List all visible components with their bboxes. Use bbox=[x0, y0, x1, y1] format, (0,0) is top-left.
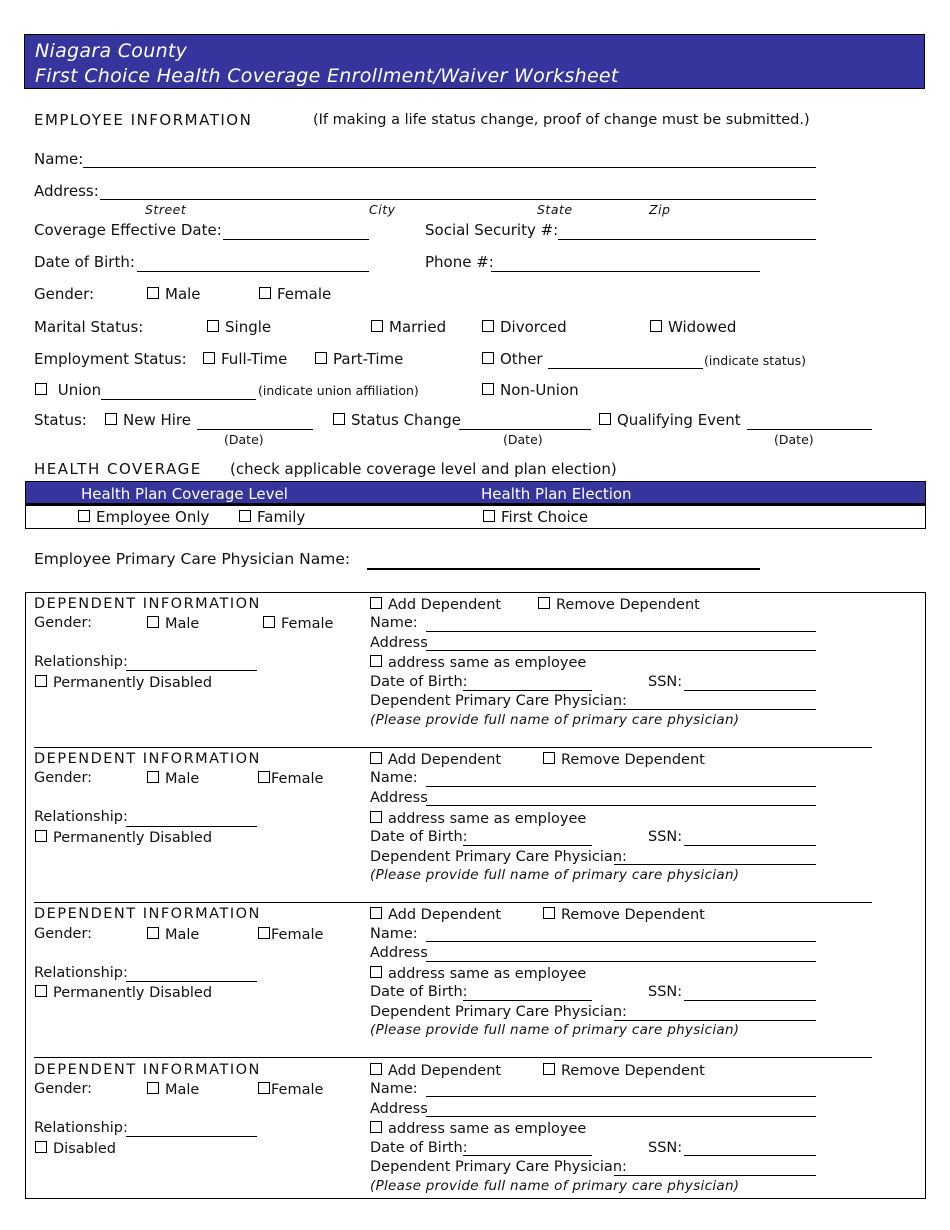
dependent-relationship-label: Relationship: bbox=[34, 654, 128, 670]
dependent-name-field[interactable] bbox=[426, 1096, 816, 1097]
dependent-separator bbox=[34, 902, 872, 903]
dependent-female-checkbox[interactable]: Female bbox=[258, 1082, 323, 1098]
dependent-name-field[interactable] bbox=[426, 786, 816, 787]
employment-fulltime-checkbox[interactable]: Full-Time bbox=[203, 352, 287, 367]
dependent-pcp-field[interactable] bbox=[614, 1020, 816, 1021]
pcp-label: Employee Primary Care Physician Name: bbox=[34, 550, 351, 568]
remove-dependent-checkbox[interactable]: Remove Dependent bbox=[543, 907, 705, 923]
dependent-separator bbox=[34, 747, 872, 748]
dependent-address-label: Address bbox=[370, 945, 428, 961]
marital-divorced-checkbox[interactable]: Divorced bbox=[482, 320, 567, 335]
dependent-disabled-checkbox[interactable]: Permanently Disabled bbox=[35, 675, 212, 691]
dependent-address-label: Address bbox=[370, 1101, 428, 1117]
employee-section-note: (If making a life status change, proof of change must be submitted.) bbox=[313, 112, 810, 128]
non-union-checkbox[interactable]: Non-Union bbox=[482, 383, 579, 398]
dependent-address-field[interactable] bbox=[426, 961, 816, 962]
dependent-ssn-field[interactable] bbox=[684, 1000, 816, 1001]
same-address-checkbox[interactable]: address same as employee bbox=[370, 1121, 586, 1137]
same-address-checkbox[interactable]: address same as employee bbox=[370, 655, 586, 671]
dependent-separator bbox=[34, 1057, 872, 1058]
phone-label: Phone #: bbox=[425, 253, 494, 271]
coverage-section-title: HEALTH COVERAGE bbox=[34, 460, 202, 478]
newhire-date-caption: (Date) bbox=[224, 432, 264, 447]
add-dependent-checkbox[interactable]: Add Dependent bbox=[370, 1063, 501, 1079]
dependent-dob-field[interactable] bbox=[463, 1000, 592, 1001]
dependent-female-checkbox[interactable]: Female bbox=[258, 927, 323, 943]
employee-only-checkbox[interactable]: Employee Only bbox=[78, 510, 209, 525]
status-change-checkbox[interactable]: Status Change bbox=[333, 413, 461, 428]
dependent-dob-field[interactable] bbox=[463, 1155, 592, 1156]
dependent-ssn-field[interactable] bbox=[684, 1155, 816, 1156]
dependent-gender-label: Gender: bbox=[34, 770, 93, 786]
gender-female-checkbox[interactable]: Female bbox=[259, 287, 331, 302]
address-city-caption: City bbox=[369, 202, 396, 217]
dependent-pcp-label: Dependent Primary Care Physician: bbox=[370, 1159, 627, 1175]
dependent-ssn-label: SSN: bbox=[648, 984, 683, 1000]
dependent-address-field[interactable] bbox=[426, 650, 816, 651]
employment-other-field[interactable] bbox=[548, 368, 703, 369]
dependent-ssn-label: SSN: bbox=[648, 829, 683, 845]
dependent-relationship-field[interactable] bbox=[126, 1136, 257, 1137]
address-street-caption: Street bbox=[145, 202, 187, 217]
gender-male-checkbox[interactable]: Male bbox=[147, 287, 201, 302]
dependent-pcp-note: (Please provide full name of primary care physician) bbox=[370, 1178, 740, 1194]
family-checkbox[interactable]: Family bbox=[239, 510, 305, 525]
marital-single-checkbox[interactable]: Single bbox=[207, 320, 271, 335]
dependent-title: DEPENDENT INFORMATION bbox=[34, 596, 261, 612]
coverage-section-note: (check applicable coverage level and plan election) bbox=[230, 460, 617, 478]
dependent-dob-label: Date of Birth: bbox=[370, 984, 468, 1000]
dependent-pcp-label: Dependent Primary Care Physician: bbox=[370, 1004, 627, 1020]
dependent-relationship-field[interactable] bbox=[126, 670, 257, 671]
dependent-dob-label: Date of Birth: bbox=[370, 1140, 468, 1156]
remove-dependent-checkbox[interactable]: Remove Dependent bbox=[538, 597, 700, 613]
dependent-name-label: Name: bbox=[370, 1081, 418, 1097]
same-address-checkbox[interactable]: address same as employee bbox=[370, 966, 586, 982]
dependent-relationship-label: Relationship: bbox=[34, 1120, 128, 1136]
dependent-address-field[interactable] bbox=[426, 1116, 816, 1117]
marital-married-checkbox[interactable]: Married bbox=[371, 320, 446, 335]
dependent-name-label: Name: bbox=[370, 770, 418, 786]
dependent-pcp-field[interactable] bbox=[614, 1175, 816, 1176]
ssn-field[interactable] bbox=[558, 239, 816, 240]
dependent-address-label: Address bbox=[370, 635, 428, 651]
address-zip-caption: Zip bbox=[649, 202, 671, 217]
dependent-title: DEPENDENT INFORMATION bbox=[34, 906, 261, 922]
dependent-dob-field[interactable] bbox=[463, 690, 592, 691]
dependent-ssn-field[interactable] bbox=[684, 690, 816, 691]
first-choice-checkbox[interactable]: First Choice bbox=[483, 510, 588, 525]
county-name: Niagara County bbox=[35, 40, 188, 62]
address-field[interactable] bbox=[100, 199, 816, 200]
coverage-date-label: Coverage Effective Date: bbox=[34, 221, 222, 239]
form-title: First Choice Health Coverage Enrollment/Waiver Worksheet bbox=[35, 65, 619, 87]
form-header bbox=[24, 34, 925, 89]
dependent-address-label: Address bbox=[370, 790, 428, 806]
dependent-relationship-label: Relationship: bbox=[34, 809, 128, 825]
dependent-ssn-field[interactable] bbox=[684, 845, 816, 846]
indicate-status-note: (indicate status) bbox=[704, 353, 807, 368]
employee-section-title: EMPLOYEE INFORMATION bbox=[34, 111, 253, 129]
coverage-date-field[interactable] bbox=[223, 239, 369, 240]
same-address-checkbox[interactable]: address same as employee bbox=[370, 811, 586, 827]
dependent-pcp-label: Dependent Primary Care Physician: bbox=[370, 693, 627, 709]
dependent-pcp-note: (Please provide full name of primary care physician) bbox=[370, 1022, 740, 1038]
marital-widowed-checkbox[interactable]: Widowed bbox=[650, 320, 736, 335]
dependent-male-checkbox[interactable]: Male bbox=[147, 616, 199, 632]
dependent-disabled-checkbox[interactable]: Permanently Disabled bbox=[35, 985, 212, 1001]
coverage-table-header bbox=[26, 482, 925, 506]
ssn-label: Social Security #: bbox=[425, 221, 559, 239]
dob-field[interactable] bbox=[137, 271, 369, 272]
dependent-disabled-checkbox[interactable]: Disabled bbox=[35, 1141, 116, 1157]
dependent-title: DEPENDENT INFORMATION bbox=[34, 1062, 261, 1078]
dependent-title: DEPENDENT INFORMATION bbox=[34, 751, 261, 767]
dependent-female-checkbox[interactable]: Female bbox=[263, 616, 333, 632]
name-field[interactable] bbox=[83, 167, 816, 168]
add-dependent-checkbox[interactable]: Add Dependent bbox=[370, 907, 501, 923]
status-change-date-field[interactable] bbox=[459, 429, 591, 430]
employment-other-checkbox[interactable]: Other bbox=[482, 352, 543, 367]
add-dependent-checkbox[interactable]: Add Dependent bbox=[370, 597, 501, 613]
newhire-date-field[interactable] bbox=[197, 429, 313, 430]
dependent-dob-field[interactable] bbox=[463, 845, 592, 846]
dependent-relationship-field[interactable] bbox=[126, 826, 257, 827]
dependent-pcp-field[interactable] bbox=[614, 864, 816, 865]
status-newhire-checkbox[interactable]: New Hire bbox=[105, 413, 191, 428]
dob-label: Date of Birth: bbox=[34, 253, 135, 271]
dependent-gender-label: Gender: bbox=[34, 1081, 93, 1097]
dependent-name-field[interactable] bbox=[426, 941, 816, 942]
remove-dependent-checkbox[interactable]: Remove Dependent bbox=[543, 1063, 705, 1079]
dependent-pcp-field[interactable] bbox=[614, 709, 816, 710]
employment-label: Employment Status: bbox=[34, 350, 187, 368]
dependent-address-field[interactable] bbox=[426, 805, 816, 806]
plan-election-header: Health Plan Election bbox=[481, 485, 632, 503]
dependent-female-checkbox[interactable]: Female bbox=[258, 771, 323, 787]
pcp-field[interactable] bbox=[367, 568, 760, 570]
dependent-name-field[interactable] bbox=[426, 631, 816, 632]
dependent-name-label: Name: bbox=[370, 926, 418, 942]
dependent-relationship-label: Relationship: bbox=[34, 965, 128, 981]
union-note: (indicate union affiliation) bbox=[258, 383, 419, 398]
dependent-ssn-label: SSN: bbox=[648, 1140, 683, 1156]
dependent-male-checkbox[interactable]: Male bbox=[147, 1082, 199, 1098]
union-field[interactable] bbox=[101, 399, 256, 400]
dependent-pcp-label: Dependent Primary Care Physician: bbox=[370, 849, 627, 865]
dependent-relationship-field[interactable] bbox=[126, 981, 257, 982]
dependent-dob-label: Date of Birth: bbox=[370, 674, 468, 690]
phone-field[interactable] bbox=[491, 271, 760, 272]
name-label: Name: bbox=[34, 150, 84, 168]
dependent-dob-label: Date of Birth: bbox=[370, 829, 468, 845]
qualifying-event-checkbox[interactable]: Qualifying Event bbox=[599, 413, 741, 428]
dependent-disabled-checkbox[interactable]: Permanently Disabled bbox=[35, 830, 212, 846]
remove-dependent-checkbox[interactable]: Remove Dependent bbox=[543, 752, 705, 768]
dependent-gender-label: Gender: bbox=[34, 615, 93, 631]
dependent-male-checkbox[interactable]: Male bbox=[147, 771, 199, 787]
employment-parttime-checkbox[interactable]: Part-Time bbox=[315, 352, 403, 367]
dependent-pcp-note: (Please provide full name of primary care physician) bbox=[370, 867, 740, 883]
dependent-name-label: Name: bbox=[370, 615, 418, 631]
qualifying-event-date-caption: (Date) bbox=[774, 432, 814, 447]
status-label: Status: bbox=[34, 411, 87, 429]
add-dependent-checkbox[interactable]: Add Dependent bbox=[370, 752, 501, 768]
coverage-table bbox=[25, 481, 926, 529]
dependent-ssn-label: SSN: bbox=[648, 674, 683, 690]
status-change-date-caption: (Date) bbox=[503, 432, 543, 447]
address-label: Address: bbox=[34, 182, 99, 200]
qualifying-event-date-field[interactable] bbox=[747, 429, 872, 430]
dependent-male-checkbox[interactable]: Male bbox=[147, 927, 199, 943]
dependent-pcp-note: (Please provide full name of primary care physician) bbox=[370, 712, 740, 728]
gender-label: Gender: bbox=[34, 285, 95, 303]
address-state-caption: State bbox=[537, 202, 573, 217]
coverage-level-header: Health Plan Coverage Level bbox=[81, 485, 288, 503]
union-checkbox[interactable]: Union bbox=[35, 383, 101, 398]
dependent-gender-label: Gender: bbox=[34, 926, 93, 942]
marital-label: Marital Status: bbox=[34, 318, 144, 336]
